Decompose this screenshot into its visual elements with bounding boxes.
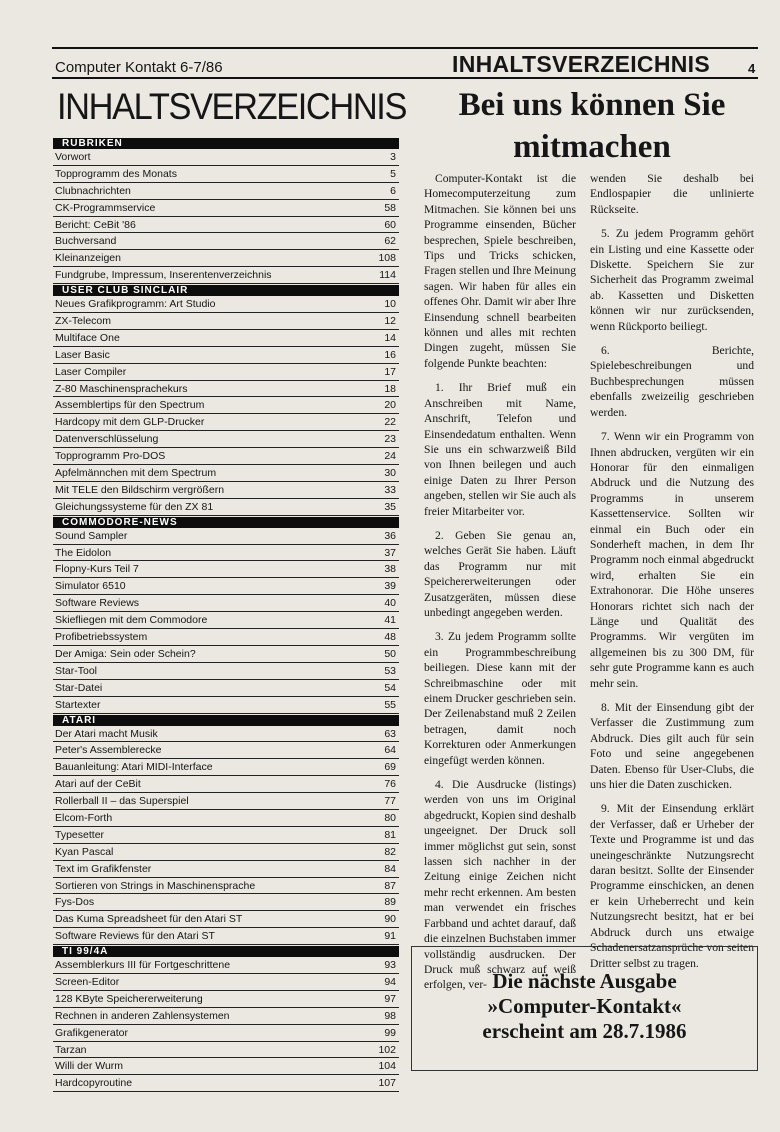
toc-entry-page: 14 (384, 331, 396, 344)
article-paragraph: 3. Zu jedem Programm sollte ein Programmbeschreibung beiliegen. Diese kann mit der Schreibmaschine oder mit einem Drucker geschrieben sein. Der Zeilenabstand muß 2 Zeilen betragen, damit noch Korrekturen oder Anmerkungen eingefügt werden können. (424, 630, 576, 767)
toc-entry (53, 844, 399, 861)
article-title-line-2: mitmachen (513, 129, 671, 165)
toc-entry (53, 465, 399, 482)
toc-entry-page: 24 (384, 450, 396, 463)
toc-entry-page: 81 (384, 828, 396, 841)
toc-entry-page: 84 (384, 862, 396, 875)
article-paragraph: 1. Ihr Brief muß ein Anschreiben mit Name, Anschrift, Telefon und Einsendedatum enthalten. Wenn Sie uns ein schwarzweiß Bild von Ihnen beilegen und auch einige Daten zu Ihrer Person angeben, stellen wir Sie auch als freier Mitarbeiter vor. (424, 381, 576, 518)
toc-entry (53, 810, 399, 827)
toc-entry-page: 64 (384, 744, 396, 757)
toc-entry (53, 928, 399, 945)
toc-entry-title: Tarzan (55, 1043, 87, 1056)
article-paragraph: 4. Die Ausdrucke (listings) werden von uns im Original abgedruckt, Kopien sind deshalb ungeeignet. Der Druck soll immer möglichst gut sein, sonst lassen sich nachher in der Zeitung einige Zeichen nicht mehr recht erkennen. Am besten man verwendet ein frisches Farbband und achtet darauf, daß die einzelnen Buchstaben immer vollständig ausdrucken. Der Druck muß schwarz auf weiß erfolgen, ver- (424, 778, 576, 992)
article-paragraph: 5. Zu jedem Programm gehört ein Listing und eine Kassette oder Diskette. Speichern Sie zur Sicherheit das Programm zweimal ab. Kassetten und Disketten können wir nur zurücksenden, wenn Rückporto beiliegt. (590, 227, 754, 333)
toc-entry-title: Apfelmännchen mit dem Spectrum (55, 467, 217, 480)
toc-entry-title: Rollerball II – das Superspiel (55, 795, 189, 808)
toc-entry (53, 680, 399, 697)
toc-entry-title: Gleichungssysteme für den ZX 81 (55, 500, 214, 513)
toc-entry-title: Datenverschlüsselung (55, 433, 159, 446)
toc-entry-title: Sound Sampler (55, 529, 128, 542)
toc-entry (53, 183, 399, 200)
toc-entry-title: Atari auf der CeBit (55, 778, 141, 791)
toc-entry-title: Hardcopy mit dem GLP-Drucker (55, 416, 205, 429)
toc-entry (53, 878, 399, 895)
toc-entry-title: Assemblertips für den Spectrum (55, 399, 205, 412)
toc-entry-page: 77 (384, 795, 396, 808)
toc-entry-page: 16 (384, 348, 396, 361)
toc-entry-title: Topprogramm des Monats (55, 167, 177, 180)
toc-entry (53, 827, 399, 844)
toc-entry (53, 330, 399, 347)
toc-entry-page: 104 (378, 1060, 396, 1073)
toc-entry-title: Skiefliegen mit dem Commodore (55, 614, 208, 627)
toc-entry-page: 87 (384, 879, 396, 892)
toc-entry-page: 3 (390, 151, 396, 163)
toc-entry-page: 10 (384, 298, 396, 311)
toc-entry-page: 22 (384, 416, 396, 429)
toc-section-header: RUBRIKEN (53, 138, 399, 149)
toc-entry (53, 793, 399, 810)
toc-entry-page: 23 (384, 433, 396, 446)
article-column-2 (590, 171, 754, 980)
toc-entry-title: Clubnachrichten (55, 184, 131, 197)
toc-entry (53, 629, 399, 646)
toc-entry-page: 82 (384, 845, 396, 858)
toc-entry (53, 200, 399, 217)
toc-entry-page: 97 (384, 992, 396, 1005)
toc-entry-title: Rechnen in anderen Zahlensystemen (55, 1009, 230, 1022)
toc-entry-page: 18 (384, 382, 396, 395)
toc-entry-title: Vorwort (55, 151, 91, 163)
toc-entry-page: 54 (384, 681, 396, 694)
toc-entry (53, 313, 399, 330)
toc-entry-title: Bericht: CeBit '86 (55, 218, 136, 231)
toc-entry-page: 69 (384, 761, 396, 774)
toc-entry-title: Das Kuma Spreadsheet für den Atari ST (55, 913, 243, 926)
toc-section-header: TI 99/4A (53, 946, 399, 957)
toc-entry-title: Grafikgenerator (55, 1026, 128, 1039)
toc-entry-title: Neues Grafikprogramm: Art Studio (55, 298, 216, 311)
toc-entry-title: Software Reviews (55, 597, 140, 610)
toc-entry (53, 578, 399, 595)
toc-entry (53, 166, 399, 183)
notice-line-3: erscheint am 28.7.1986 (482, 1019, 687, 1043)
toc-entry (53, 1058, 399, 1075)
toc-entry-page: 38 (384, 563, 396, 576)
toc-entry-page: 93 (384, 959, 396, 972)
toc-entry-page: 55 (384, 698, 396, 711)
toc-entry-page: 99 (384, 1026, 396, 1039)
toc-entry (53, 347, 399, 364)
toc-entry (53, 233, 399, 250)
toc-entry (53, 431, 399, 448)
toc-entry-title: Kleinanzeigen (55, 252, 121, 265)
toc-title: INHALTSVERZEICHNIS (57, 86, 407, 127)
toc-entry-title: The Eidolon (55, 546, 112, 559)
notice-line-1: Die nächste Ausgabe (492, 969, 677, 993)
toc-entry-page: 91 (384, 930, 396, 943)
toc-entry-title: Topprogramm Pro-DOS (55, 450, 166, 463)
toc-entry (53, 1042, 399, 1059)
toc-entry-page: 63 (384, 727, 396, 740)
header-bottom-rule (52, 77, 758, 79)
toc-entry (53, 612, 399, 629)
toc-entry-title: Fundgrube, Impressum, Inserentenverzeichnis (55, 269, 272, 282)
toc-entry-page: 6 (390, 184, 396, 197)
toc-entry-title: Laser Compiler (55, 365, 127, 378)
toc-entry-title: Startexter (55, 698, 101, 711)
toc-entry (53, 545, 399, 562)
toc-entry-title: ZX-Telecom (55, 315, 112, 328)
header-section-title: INHALTSVERZEICHNIS (452, 51, 710, 77)
toc-entry-title: Der Amiga: Sein oder Schein? (55, 647, 196, 660)
toc-entry-title: Profibetriebssystem (55, 631, 148, 644)
toc-entry (53, 267, 399, 284)
toc-entry (53, 742, 399, 759)
toc-entry (53, 861, 399, 878)
toc-entry-page: 94 (384, 975, 396, 988)
toc-entry (53, 414, 399, 431)
toc-entry-page: 20 (384, 399, 396, 412)
toc-entry (53, 217, 399, 234)
toc-section-header: ATARI (53, 715, 399, 726)
article-paragraph: Computer-Kontakt ist die Homecomputerzeitung zum Mitmachen. Sie können bei uns Programme einsenden, Bücher besprechen, Spiele beschreiben, Tips und Tricks schicken, Fragen stellen und Ihre Meinung sagen. Wir haben für alles ein offenes Ohr. Damit wir aber Ihre Einsendung schnell bearbeiten können und alles mit rechten Dingen zugeht, müssen Sie folgende Punkte beachten: (424, 172, 576, 370)
toc-entry (53, 911, 399, 928)
article-column-1 (424, 171, 576, 1002)
toc-entry-title: Fys-Dos (55, 896, 95, 909)
toc-entry-title: Multiface One (55, 331, 120, 344)
toc-entry (53, 991, 399, 1008)
toc-entry (53, 149, 399, 166)
toc-entry-title: Kyan Pascal (55, 845, 114, 858)
toc-entry-page: 50 (384, 647, 396, 660)
toc-entry (53, 296, 399, 313)
toc-entry-page: 80 (384, 811, 396, 824)
toc-entry-page: 37 (384, 546, 396, 559)
table-of-contents (53, 137, 399, 1092)
toc-entry-page: 108 (378, 252, 396, 265)
toc-entry-title: Laser Basic (55, 348, 110, 361)
toc-entry (53, 646, 399, 663)
toc-entry (53, 957, 399, 974)
article-paragraph: 7. Wenn wir ein Programm von Ihnen abdrucken, vergüten wir ein Honorar für den einmaligen Abdruck und die Nutzung des Programms in unserem Kassettenservice. Sollten wir einmal ein Buch oder ein Sonderheft machen, in dem Ihr Programm noch einmal abgedruckt wird, erhalten Sie ein Extrahonorar. Die Höhe unseres Honorars richtet sich nach der Länge und Qualität des Programms. Wir vergüten im allgemeinen bis zu 300 DM, für sehr gute Programme kann es auch mehr sein. (590, 430, 754, 690)
next-issue-notice (411, 946, 758, 1071)
toc-entry-title: Star-Tool (55, 664, 98, 677)
toc-entry-page: 48 (384, 631, 396, 644)
toc-entry-page: 41 (384, 614, 396, 627)
article-paragraph: 9. Mit der Einsendung erklärt der Verfasser, daß er Urheber der Texte und Programme ist und das uneingeschränkte Nutzungsrecht daran besitzt. Sollte der Einsender Programme einschicken, an denen er kein Urheberrecht und kein Nutzungsrecht besitzt, hat er bei Abdruck durch uns etwaige Schadenersatzansprüche von seiten Dritter selbst zu tragen. (590, 802, 754, 970)
toc-entry (53, 1008, 399, 1025)
toc-entry-title: Software Reviews für den Atari ST (55, 930, 215, 943)
toc-entry-page: 39 (384, 580, 396, 593)
toc-entry-page: 76 (384, 778, 396, 791)
toc-entry (53, 499, 399, 516)
toc-entry (53, 528, 399, 545)
toc-entry (53, 250, 399, 267)
toc-entry-page: 58 (384, 201, 396, 214)
toc-entry (53, 974, 399, 991)
toc-entry-page: 17 (384, 365, 396, 378)
toc-entry-page: 5 (390, 167, 396, 180)
toc-entry-title: Assemblerkurs III für Fortgeschrittene (55, 959, 231, 972)
page-number: 4 (748, 61, 756, 76)
toc-entry (53, 894, 399, 911)
toc-entry-title: Peter's Assemblerecke (55, 744, 162, 757)
toc-entry-page: 12 (384, 315, 396, 328)
toc-entry-page: 35 (384, 500, 396, 513)
header-top-rule (52, 47, 758, 49)
toc-entry-title: Star-Datei (55, 681, 103, 694)
toc-entry (53, 1025, 399, 1042)
toc-entry-page: 90 (384, 913, 396, 926)
toc-entry-title: Willi der Wurm (55, 1060, 124, 1073)
toc-entry-title: Bauanleitung: Atari MIDI-Interface (55, 761, 213, 774)
article-paragraph: 6. Berichte, Spielebeschreibungen und Buchbesprechungen müssen ebenfalls zweizeilig geschrieben werden. (590, 344, 754, 419)
toc-entry-title: Buchversand (55, 235, 117, 248)
article-paragraph: 2. Geben Sie genau an, welches Gerät Sie haben. Läuft das Programm nur mit Speichererweiterungen oder Zusatzgeräten, müssen diese unbedingt angegeben werden. (424, 528, 576, 619)
toc-entry (53, 595, 399, 612)
toc-entry-page: 62 (384, 235, 396, 248)
toc-entry-title: Der Atari macht Musik (55, 727, 158, 740)
toc-entry-title: Elcom-Forth (55, 811, 113, 824)
toc-entry (53, 726, 399, 743)
toc-entry-page: 33 (384, 483, 396, 496)
toc-entry-page: 30 (384, 467, 396, 480)
toc-entry-title: Typesetter (55, 828, 105, 841)
toc-entry-title: CK-Programmservice (55, 201, 156, 214)
toc-entry-page: 60 (384, 218, 396, 231)
toc-entry-page: 102 (378, 1043, 396, 1056)
toc-entry (53, 1075, 399, 1092)
toc-section-header: USER CLUB SINCLAIR (53, 285, 399, 296)
toc-entry (53, 561, 399, 578)
toc-entry-page: 98 (384, 1009, 396, 1022)
toc-entry-title: Simulator 6510 (55, 580, 126, 593)
article-title-line-1: Bei uns können Sie (458, 87, 726, 123)
toc-section-header: COMMODORE-NEWS (53, 517, 399, 528)
toc-entry-page: 53 (384, 664, 396, 677)
toc-entry-page: 107 (378, 1077, 396, 1090)
toc-entry (53, 776, 399, 793)
toc-entry-page: 89 (384, 896, 396, 909)
toc-entry-title: Sortieren von Strings in Maschinensprache (55, 879, 256, 892)
toc-entry-title: Hardcopyroutine (55, 1077, 133, 1090)
toc-entry (53, 397, 399, 414)
toc-entry-title: Text im Grafikfenster (55, 862, 152, 875)
toc-entry-title: Flopny-Kurs Teil 7 (55, 563, 139, 576)
toc-entry (53, 663, 399, 680)
header-publication: Computer Kontakt 6-7/86 (55, 59, 223, 76)
toc-entry-title: Z-80 Maschinensprachekurs (55, 382, 188, 395)
toc-entry-page: 40 (384, 597, 396, 610)
toc-entry (53, 697, 399, 714)
toc-entry (53, 759, 399, 776)
toc-entry (53, 364, 399, 381)
toc-entry-page: 114 (379, 269, 396, 282)
toc-entry (53, 448, 399, 465)
article-title (412, 84, 772, 168)
toc-entry-title: 128 KByte Speichererweiterung (55, 992, 203, 1005)
toc-entry-page: 36 (384, 529, 396, 542)
article-paragraph: 8. Mit der Einsendung gibt der Verfasser die Zustimmung zum Abdruck. Dies gilt auch für sein Foto und seine angegebenen Daten. Ebenso für User-Clubs, die uns hier die Daten zuschicken. (590, 701, 754, 792)
toc-entry (53, 381, 399, 398)
toc-entry-title: Screen-Editor (55, 975, 120, 988)
toc-entry-title: Mit TELE den Bildschirm vergrößern (55, 483, 225, 496)
toc-entry (53, 482, 399, 499)
notice-line-2: »Computer-Kontakt« (487, 994, 682, 1018)
article-paragraph: wenden Sie deshalb bei Endlospapier die unlinierte Rückseite. (590, 172, 754, 216)
